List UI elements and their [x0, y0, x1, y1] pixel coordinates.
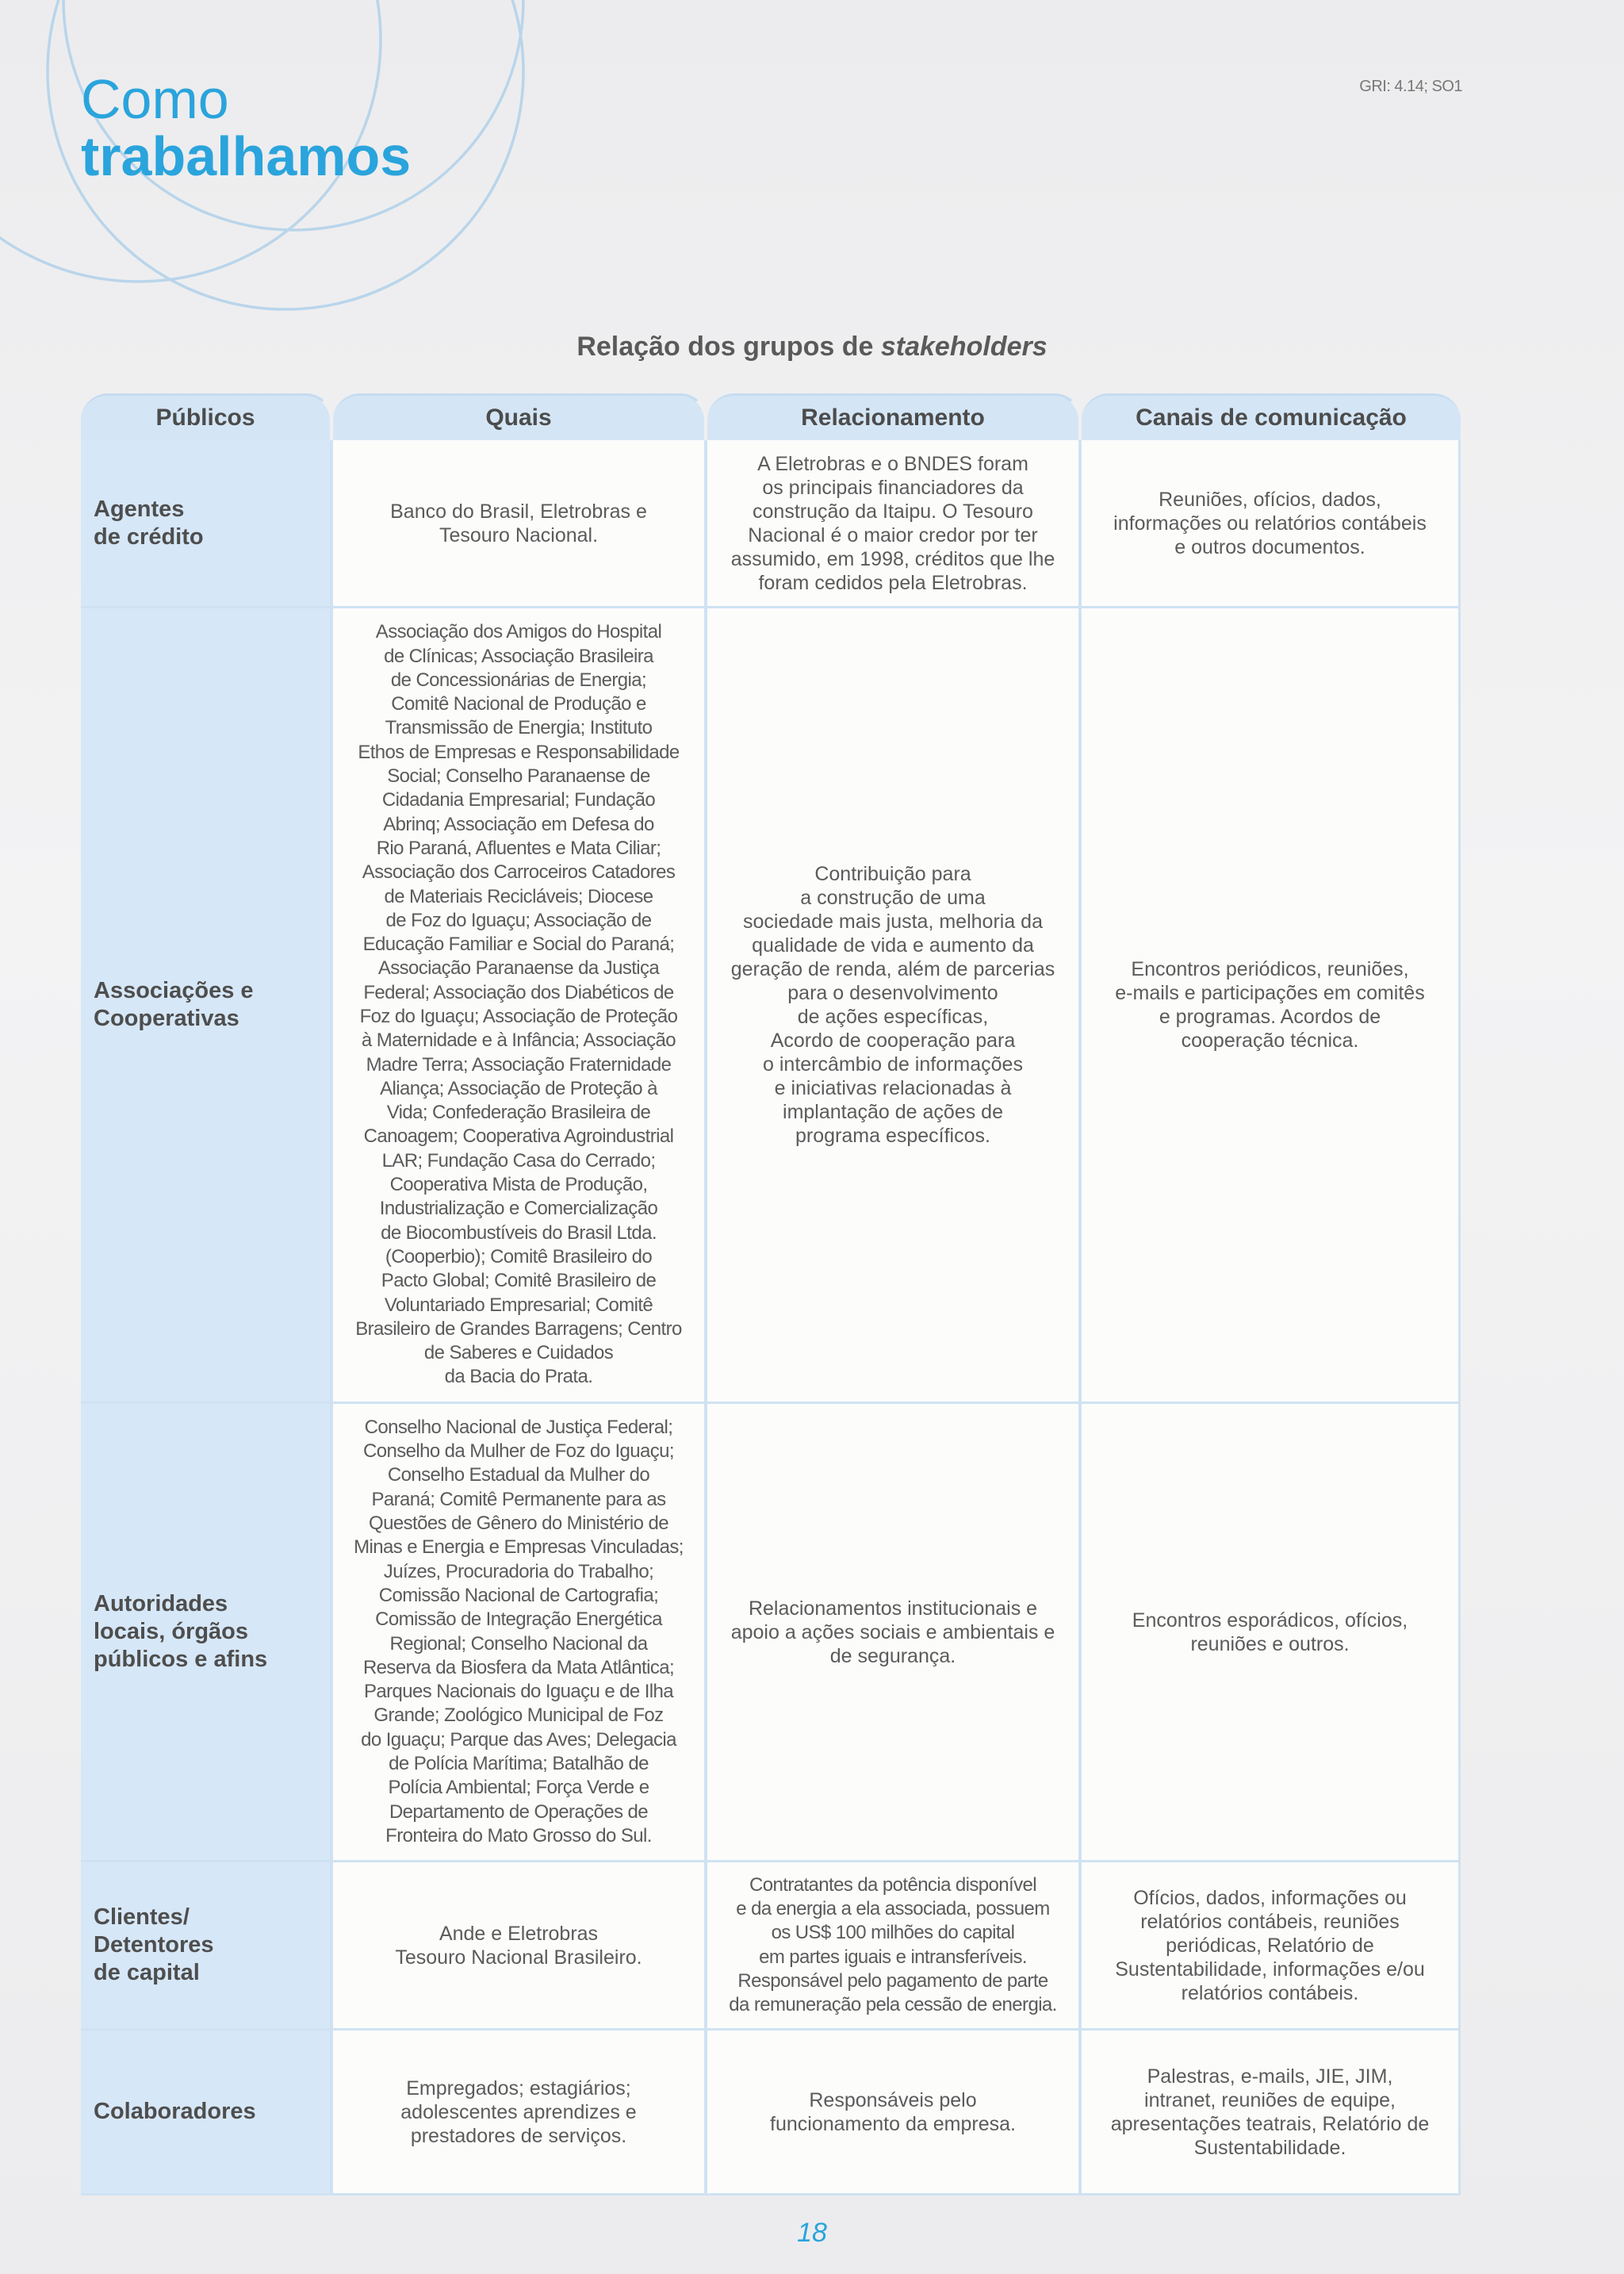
cell-canais: Reuniões, ofícios, dados, informações ou relatórios contábeis e outros documentos. [1082, 440, 1461, 608]
cell-relacionamento: Contratantes da potência disponível e da energia a ela associada, possuem os US$ 100 milhões do capital em partes iguais e intransferíveis. Responsável pelo pagamento de parte da remuneração pela cessão de energia. [707, 1862, 1082, 2030]
cell-quais: Conselho Nacional de Justiça Federal; Conselho da Mulher de Foz do Iguaçu; Conselho Estadual da Mulher do Paraná; Comitê Permanente para as Questões de Gênero do Ministério de Minas e Energia e Empresas Vinculadas; Juízes, Procuradoria do Trabalho; Comissão Nacional de Cartografia; Comissão de Integração Energética Regional; Conselho Nacional da Reserva da Biosfera da Mata Atlântica; Parques Nacionais do Iguaçu e de Ilha Grande; Zoológico Municipal de Foz do Iguaçu; Parque das Aves; Delegacia de Polícia Marítima; Batalhão de Polícia Ambiental; Força Verde e Departamento de Operações de Fronteira do Mato Grosso do Sul. [333, 1404, 707, 1862]
stakeholders-table [81, 393, 1461, 2195]
column-header-relacionamento: Relacionamento [707, 393, 1082, 440]
page-title-line1: Como [81, 68, 229, 130]
column-header-quais: Quais [333, 393, 707, 440]
page-title-line2: trabalhamos [81, 125, 412, 187]
page-number: 18 [797, 2218, 827, 2248]
cell-canais: Ofícios, dados, informações ou relatórios contábeis, reuniões periódicas, Relatório de Sustentabilidade, informações e/ou relatórios contábeis. [1082, 1862, 1461, 2030]
cell-canais: Encontros esporádicos, ofícios, reuniões e outros. [1082, 1404, 1461, 1862]
cell-canais: Palestras, e-mails, JIE, JIM, intranet, reuniões de equipe, apresentações teatrais, Relatório de Sustentabilidade. [1082, 2030, 1461, 2195]
cell-publico: Colaboradores [81, 2030, 333, 2195]
cell-canais: Encontros periódicos, reuniões, e-mails e participações em comitês e programas. Acordos de cooperação técnica. [1082, 608, 1461, 1404]
cell-publico: Agentes de crédito [81, 440, 333, 608]
table-row [81, 2030, 1461, 2195]
table-row [81, 608, 1461, 1404]
table-title-italic: stakeholders [880, 332, 1048, 362]
table-title [0, 332, 1624, 362]
cell-relacionamento: Contribuição para a construção de uma sociedade mais justa, melhoria da qualidade de vida e aumento da geração de renda, além de parcerias para o desenvolvimento de ações específicas, Acordo de cooperação para o intercâmbio de informações e iniciativas relacionadas à implantação de ações de programa específicos. [707, 608, 1082, 1404]
column-header-publicos: Públicos [81, 393, 333, 440]
cell-publico: Associações e Cooperativas [81, 608, 333, 1404]
gri-reference: GRI: 4.14; SO1 [1359, 78, 1462, 95]
cell-quais: Ande e Eletrobras Tesouro Nacional Brasileiro. [333, 1862, 707, 2030]
stakeholders-table-wrapper [81, 393, 1461, 2195]
column-header-canais: Canais de comunicação [1082, 393, 1461, 440]
table-title-prefix: Relação dos grupos de [576, 332, 881, 362]
cell-relacionamento: A Eletrobras e o BNDES foram os principais financiadores da construção da Itaipu. O Tesouro Nacional é o maior credor por ter assumido, em 1998, créditos que lhe foram cedidos pela Eletrobras. [707, 440, 1082, 608]
table-row [81, 1404, 1461, 1862]
cell-relacionamento: Relacionamentos institucionais e apoio a ações sociais e ambientais e de segurança. [707, 1404, 1082, 1862]
table-row [81, 440, 1461, 608]
table-row [81, 1862, 1461, 2030]
cell-publico: Autoridades locais, órgãos públicos e afins [81, 1404, 333, 1862]
cell-relacionamento: Responsáveis pelo funcionamento da empresa. [707, 2030, 1082, 2195]
page-title [81, 68, 412, 187]
cell-quais: Banco do Brasil, Eletrobras e Tesouro Nacional. [333, 440, 707, 608]
cell-quais: Associação dos Amigos do Hospital de Clínicas; Associação Brasileira de Concessionárias de Energia; Comitê Nacional de Produção e Transmissão de Energia; Instituto Ethos de Empresas e Responsabilidade Social; Conselho Paranaense de Cidadania Empresarial; Fundação Abrinq; Associação em Defesa do Rio Paraná, Afluentes e Mata Ciliar; Associação dos Carroceiros Catadores de Materiais Recicláveis; Diocese de Foz do Iguaçu; Associação de Educação Familiar e Social do Paraná; Associação Paranaense da Justiça Federal; Associação dos Diabéticos de Foz do Iguaçu; Associação de Proteção à Maternidade e à Infância; Associação Madre Terra; Associação Fraternidade Aliança; Associação de Proteção à Vida; Confederação Brasileira de Canoagem; Cooperativa Agroindustrial LAR; Fundação Casa do Cerrado; Cooperativa Mista de Produção, Industrialização e Comercialização de Biocombustíveis do Brasil Ltda. (Cooperbio); Comitê Brasileiro do Pacto Global; Comitê Brasileiro de Voluntariado Empresarial; Comitê Brasileiro de Grandes Barragens; Centro de Saberes e Cuidados da Bacia do Prata. [333, 608, 707, 1404]
cell-publico: Clientes/ Detentores de capital [81, 1862, 333, 2030]
table-header-row [81, 393, 1461, 440]
cell-quais: Empregados; estagiários; adolescentes aprendizes e prestadores de serviços. [333, 2030, 707, 2195]
